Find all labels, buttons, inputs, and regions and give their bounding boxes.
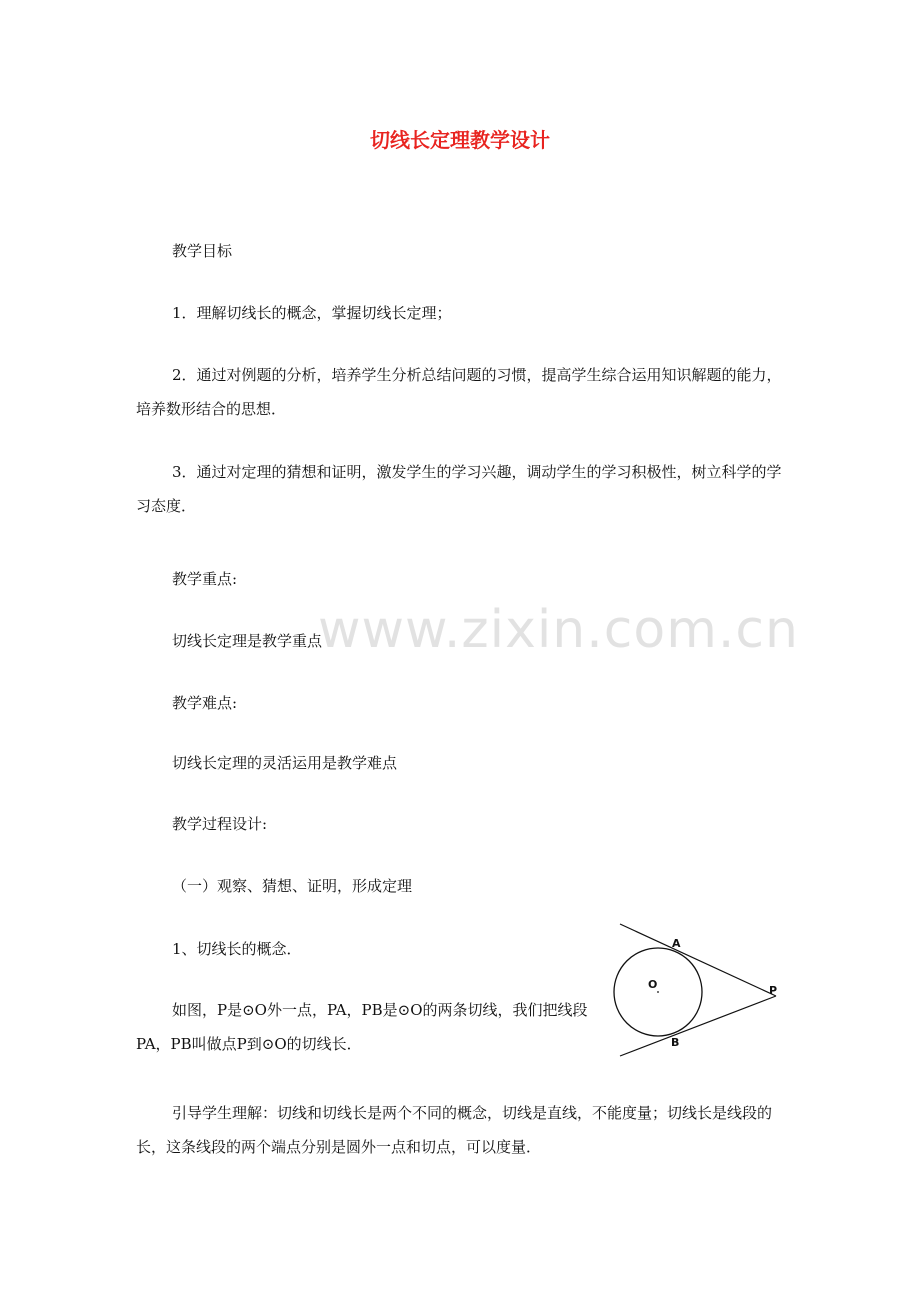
heading-key-points: 教学重点: (172, 570, 238, 588)
tangent-figure (600, 916, 800, 1066)
label-a: A (672, 937, 681, 950)
label-b: B (671, 1036, 680, 1049)
difficulties-text: 切线长定理的灵活运用是教学难点 (172, 754, 398, 772)
label-p: P (769, 984, 778, 997)
tangent-line-pb (620, 996, 776, 1056)
heading-teaching-goals: 教学目标 (172, 242, 233, 260)
tangent-line-pa (620, 924, 776, 996)
label-o: O (648, 978, 658, 991)
watermark: www.zixin.com.cn (318, 600, 799, 660)
heading-difficulties: 教学难点: (172, 694, 238, 712)
tangent-length-definition: 如图，P是⊙O外一点，PA，PB是⊙O的两条切线，我们把线段PA，PB叫做点P到⊙O的切线长． (136, 1001, 588, 1053)
document-title: 切线长定理教学设计 (370, 128, 550, 152)
heading-process: 教学过程设计: (172, 815, 268, 833)
center-point-o (657, 991, 659, 993)
guidance-paragraph: 引导学生理解：切线和切线长是两个不同的概念，切线是直线，不能度量；切线长是线段的长，这条线段的两个端点分别是圆外一点和切点，可以度量． (136, 1104, 773, 1156)
goal-item-2: 2．通过对例题的分析，培养学生分析总结问题的习惯，提高学生综合运用知识解题的能力，培养数形结合的思想． (136, 366, 782, 418)
goal-item-3: 3．通过对定理的猜想和证明，激发学生的学习兴趣，调动学生的学习积极性，树立科学的学习态度． (136, 463, 782, 515)
key-points-text: 切线长定理是教学重点 (172, 632, 323, 650)
goal-item-1: 1．理解切线长的概念，掌握切线长定理； (172, 304, 452, 322)
subsection-1-heading: 1、切线长的概念． (172, 940, 302, 958)
section-1-heading: （一）观察、猜想、证明，形成定理 (172, 877, 413, 895)
